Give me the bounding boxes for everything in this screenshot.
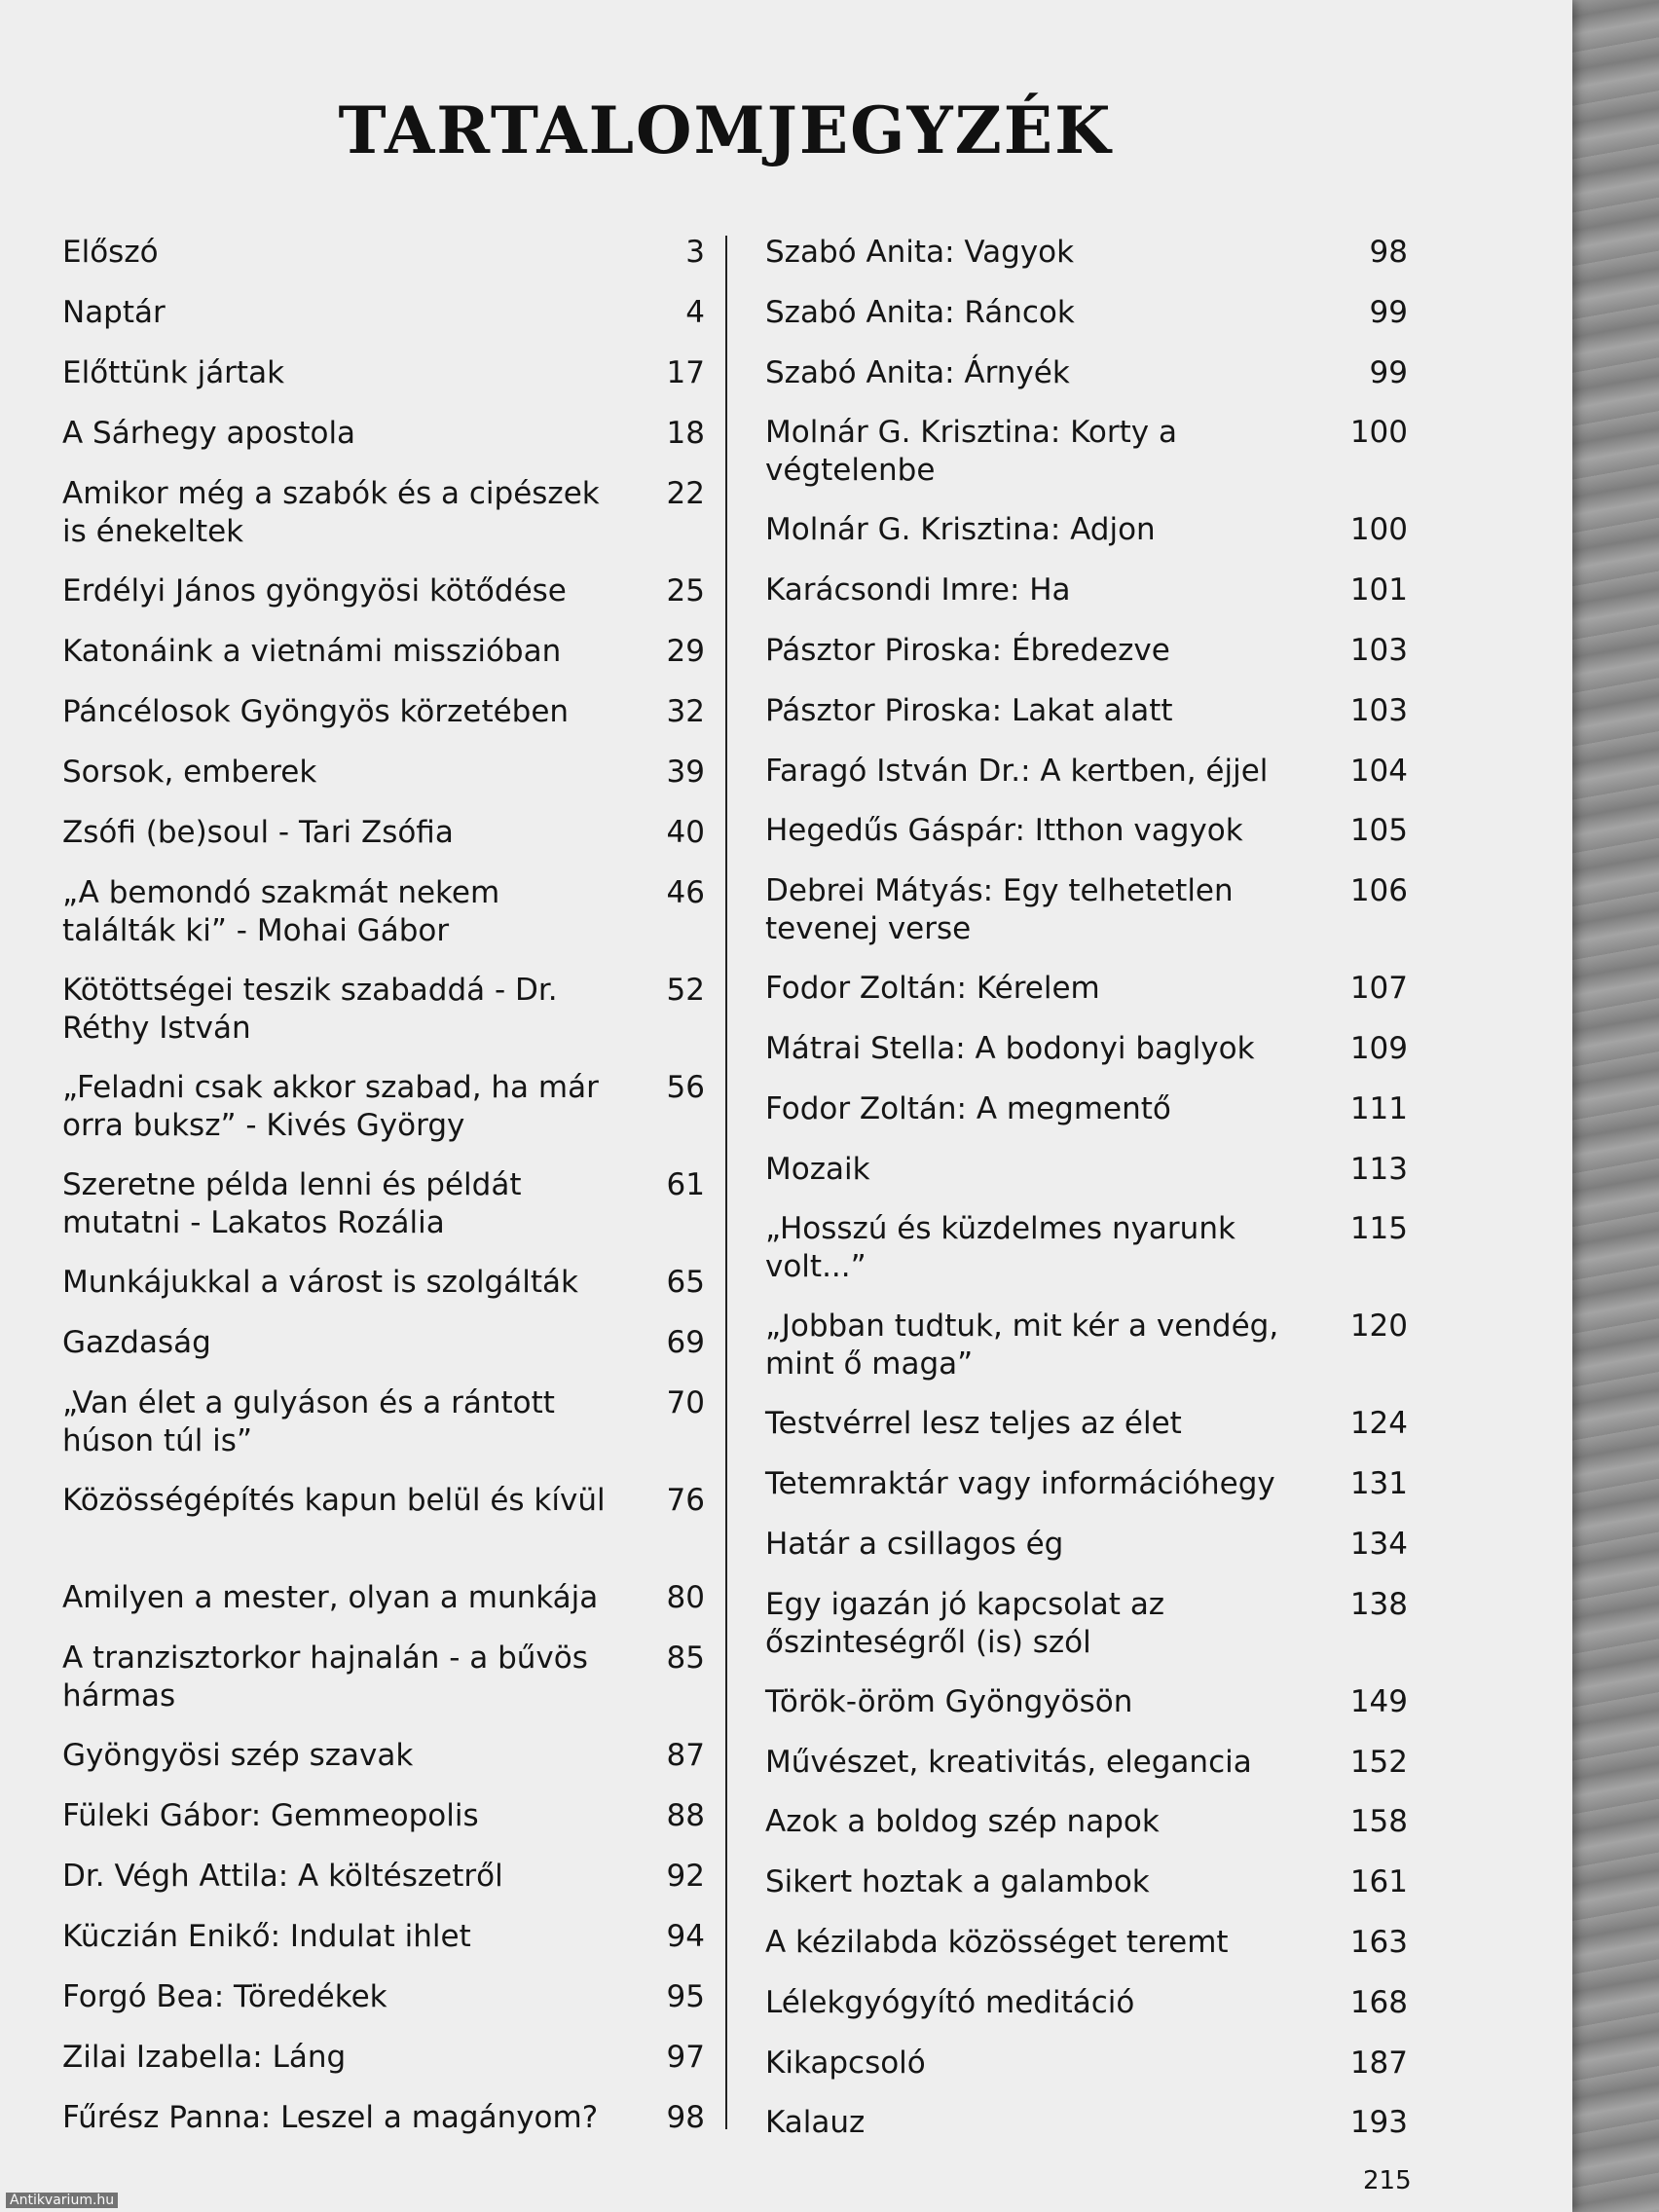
toc-entry-page: 29: [666, 634, 705, 669]
toc-entry-title: Zilai Izabella: Láng: [62, 2040, 347, 2075]
toc-entry-page: 76: [666, 1483, 705, 1518]
toc-entry-page: 18: [666, 416, 705, 451]
toc-entry-title: „Hosszú és küzdelmes nyarunk volt...”: [765, 1211, 1235, 1285]
toc-entry-title: Molnár G. Krisztina: Adjon: [765, 512, 1156, 548]
toc-entry: [62, 572, 705, 633]
toc-entry-page: 25: [666, 573, 705, 608]
toc-entry-page: 106: [1349, 873, 1408, 909]
toc-entry: [62, 754, 705, 814]
toc-entry: [765, 511, 1408, 571]
toc-entry: [765, 1308, 1408, 1405]
toc-entry: [62, 1640, 705, 1737]
toc-entry-page: 105: [1349, 813, 1408, 849]
toc-entry-title: Gyöngyösi szép szavak: [62, 1738, 414, 1773]
toc-entry: [765, 1744, 1408, 1804]
toc-entry: [765, 1984, 1408, 2045]
page-title: TARTALOMJEGYZÉK: [338, 92, 1113, 168]
toc-entry-page: 111: [1349, 1090, 1408, 1126]
toc-entry: [765, 1151, 1408, 1211]
toc-entry-title: Karácsondi Imre: Ha: [765, 572, 1071, 608]
toc-entry-page: 120: [1349, 1309, 1408, 1345]
toc-entry: [765, 812, 1408, 872]
toc-entry-page: 103: [1349, 692, 1408, 728]
toc-entry-page: 88: [666, 1798, 705, 1833]
toc-entry-title: Küczián Enikő: Indulat ihlet: [62, 1919, 471, 1954]
toc-entry-page: 98: [1369, 235, 1408, 270]
toc-entry-page: 69: [666, 1325, 705, 1360]
toc-entry-page: 134: [1349, 1526, 1408, 1562]
watermark: Antikvarium.hu: [6, 2193, 118, 2208]
toc-entry: [765, 2104, 1408, 2164]
toc-entry: [765, 1465, 1408, 1526]
toc-entry-page: 100: [1349, 512, 1408, 548]
toc-entry-title: Lélekgyógyító meditáció: [765, 1984, 1135, 2020]
toc-entry-page: 70: [666, 1385, 705, 1420]
toc-left-column: [62, 234, 705, 2159]
toc-entry: [765, 1405, 1408, 1465]
toc-entry-page: 158: [1349, 1804, 1408, 1840]
toc-entry-title: Debrei Mátyás: Egy telhetetlen tevenej verse: [765, 873, 1234, 947]
toc-entry-title: Szeretne példa lenni és példát mutatni - Lakatos Rozália: [62, 1167, 522, 1240]
toc-entry: [62, 1858, 705, 1918]
toc-entry-title: Tetemraktár vagy információhegy: [765, 1466, 1275, 1502]
toc-entry: [62, 2039, 705, 2099]
toc-entry: [765, 294, 1408, 354]
toc-entry-title: Egy igazán jó kapcsolat az őszinteségről (is) szól: [765, 1586, 1165, 1660]
toc-entry-page: 138: [1349, 1586, 1408, 1622]
toc-entry-page: 46: [666, 875, 705, 910]
toc-entry-title: Dr. Végh Attila: A költészetről: [62, 1859, 503, 1894]
toc-entry: [765, 970, 1408, 1030]
toc-entry-page: 187: [1349, 2045, 1408, 2081]
toc-entry-page: 100: [1349, 415, 1408, 451]
toc-entry: [62, 475, 705, 572]
toc-entry-title: Kötöttségei teszik szabaddá - Dr. Réthy István: [62, 973, 558, 1046]
toc-entry: [765, 1210, 1408, 1308]
toc-entry: [765, 414, 1408, 511]
toc-entry-page: 124: [1349, 1406, 1408, 1442]
toc-entry-page: 56: [666, 1070, 705, 1105]
toc-entry-page: 32: [666, 694, 705, 729]
toc-entry-title: Munkájukkal a várost is szolgálták: [62, 1265, 578, 1300]
background-surface: [1567, 0, 1659, 2212]
toc-entry: [765, 1526, 1408, 1586]
toc-entry-title: Molnár G. Krisztina: Korty a végtelenbe: [765, 415, 1177, 489]
toc-entry: [62, 1324, 705, 1384]
toc-entry: [765, 1803, 1408, 1863]
toc-entry: [62, 1069, 705, 1166]
toc-entry: [765, 1586, 1408, 1683]
toc-entry: [62, 693, 705, 754]
toc-entry-page: 131: [1349, 1466, 1408, 1502]
toc-entry-page: 52: [666, 973, 705, 1008]
toc-entry-page: 104: [1349, 753, 1408, 789]
toc-entry-title: Gazdaság: [62, 1325, 211, 1360]
toc-entry: [765, 632, 1408, 692]
toc-entry: [765, 571, 1408, 632]
toc-entry: [62, 1264, 705, 1324]
toc-entry: [62, 354, 705, 415]
toc-entry-page: 103: [1349, 632, 1408, 668]
toc-entry: [765, 354, 1408, 415]
toc-entry: [765, 1683, 1408, 1744]
toc-entry-title: Fűrész Panna: Leszel a magányom?: [62, 2100, 599, 2135]
toc-entry-title: Azok a boldog szép napok: [765, 1804, 1160, 1840]
toc-entry: [62, 1978, 705, 2039]
toc-entry-title: Sorsok, emberek: [62, 755, 317, 790]
toc-entry: [62, 874, 705, 972]
page-number: 215: [1363, 2166, 1412, 2195]
toc-entry-page: 149: [1349, 1683, 1408, 1719]
toc-entry-page: 65: [666, 1265, 705, 1300]
toc-entry: [765, 234, 1408, 294]
toc-entry: [765, 753, 1408, 813]
toc-entry-page: 99: [1369, 294, 1408, 330]
toc-entry-page: 193: [1349, 2105, 1408, 2141]
toc-entry-page: 94: [666, 1919, 705, 1954]
toc-entry-title: Fodor Zoltán: Kérelem: [765, 971, 1100, 1007]
toc-entry-page: 85: [666, 1641, 705, 1676]
toc-entry: [765, 692, 1408, 753]
toc-entry-title: Faragó István Dr.: A kertben, éjjel: [765, 753, 1269, 789]
toc-entry-title: Testvérrel lesz teljes az élet: [765, 1406, 1182, 1442]
toc-entry-page: 95: [666, 1979, 705, 2014]
toc-entry-page: 113: [1349, 1151, 1408, 1187]
toc-entry-title: „Jobban tudtuk, mit kér a vendég, mint ő maga”: [765, 1309, 1279, 1382]
toc-entry-title: Kikapcsoló: [765, 2045, 926, 2081]
toc-entry-title: Előszó: [62, 235, 159, 270]
toc-entry: [765, 1090, 1408, 1151]
toc-entry-page: 107: [1349, 971, 1408, 1007]
toc-entry: [62, 1384, 705, 1482]
toc-entry-page: 168: [1349, 1984, 1408, 2020]
toc-entry-title: Fodor Zoltán: A megmentő: [765, 1090, 1171, 1126]
toc-entry-page: 61: [666, 1167, 705, 1202]
toc-entry-page: 17: [666, 355, 705, 390]
toc-entry: [62, 415, 705, 475]
toc-right-column: [765, 234, 1408, 2164]
toc-entry-title: Erdélyi János gyöngyösi kötődése: [62, 573, 567, 608]
toc-entry: [62, 294, 705, 354]
toc-entry: [62, 2099, 705, 2159]
toc-entry-page: 109: [1349, 1030, 1408, 1066]
toc-entry: [62, 633, 705, 693]
toc-entry: [765, 1030, 1408, 1090]
toc-entry: [765, 872, 1408, 970]
toc-entry-page: 4: [685, 295, 705, 330]
toc-entry-title: Szabó Anita: Vagyok: [765, 235, 1075, 270]
toc-entry: [765, 1924, 1408, 1984]
toc-entry-title: „Van élet a gulyáson és a rántott húson túl is”: [62, 1385, 555, 1458]
toc-entry-title: A kézilabda közösséget teremt: [765, 1924, 1229, 1960]
toc-entry-title: „Feladni csak akkor szabad, ha már orra buksz” - Kivés György: [62, 1070, 599, 1143]
toc-entry-page: 92: [666, 1859, 705, 1894]
toc-entry-title: Előttünk jártak: [62, 355, 285, 390]
toc-entry-title: Amilyen a mester, olyan a munkája: [62, 1580, 599, 1615]
toc-entry: [765, 1863, 1408, 1924]
toc-entry-title: Zsófi (be)soul - Tari Zsófia: [62, 815, 454, 850]
toc-entry-page: 152: [1349, 1744, 1408, 1780]
toc-entry-title: A Sárhegy apostola: [62, 416, 356, 451]
toc-entry-title: Pásztor Piroska: Ébredezve: [765, 632, 1170, 668]
toc-entry-title: „A bemondó szakmát nekem találták ki” - Mohai Gábor: [62, 875, 500, 948]
toc-entry-title: Közösségépítés kapun belül és kívül: [62, 1483, 606, 1518]
toc-entry-page: 40: [666, 815, 705, 850]
toc-entry-title: Amikor még a szabók és a cipészek is énekeltek: [62, 476, 600, 549]
toc-entry-title: Pásztor Piroska: Lakat alatt: [765, 692, 1173, 728]
toc-entry-title: Szabó Anita: Árnyék: [765, 354, 1070, 390]
toc-entry-page: 98: [666, 2100, 705, 2135]
toc-entry-page: 161: [1349, 1864, 1408, 1900]
toc-entry: [62, 1797, 705, 1858]
toc-entry-title: Füleki Gábor: Gemmeopolis: [62, 1798, 479, 1833]
toc-entry-page: 115: [1349, 1211, 1408, 1247]
toc-entry: [62, 972, 705, 1069]
toc-entry-title: Határ a csillagos ég: [765, 1526, 1064, 1562]
toc-entry-title: Sikert hoztak a galambok: [765, 1864, 1150, 1900]
toc-entry-title: Szabó Anita: Ráncok: [765, 294, 1075, 330]
toc-entry: [62, 234, 705, 294]
toc-entry: [62, 1737, 705, 1797]
toc-entry-title: Hegedűs Gáspár: Itthon vagyok: [765, 813, 1243, 849]
toc-entry-title: A tranzisztorkor hajnalán - a bűvös hármas: [62, 1641, 588, 1714]
toc-entry: [62, 1166, 705, 1264]
toc-entry-page: 80: [666, 1580, 705, 1615]
toc-entry: [62, 814, 705, 874]
column-divider: [725, 236, 727, 2129]
toc-entry: [62, 1579, 705, 1640]
toc-entry: [62, 1918, 705, 1978]
toc-entry-page: 97: [666, 2040, 705, 2075]
toc-entry-title: Művészet, kreativitás, elegancia: [765, 1744, 1252, 1780]
toc-entry-title: Naptár: [62, 295, 166, 330]
toc-entry-title: Mozaik: [765, 1151, 870, 1187]
toc-entry-title: Kalauz: [765, 2105, 866, 2141]
toc-entry-title: Páncélosok Gyöngyös körzetében: [62, 694, 570, 729]
toc-entry-page: 39: [666, 755, 705, 790]
toc-entry-page: 101: [1349, 572, 1408, 608]
toc-entry-title: Török-öröm Gyöngyösön: [765, 1683, 1133, 1719]
toc-entry-page: 3: [685, 235, 705, 270]
toc-entry: [765, 2045, 1408, 2105]
toc-entry-page: 99: [1369, 354, 1408, 390]
toc-entry-title: Mátrai Stella: A bodonyi baglyok: [765, 1030, 1255, 1066]
toc-entry-page: 87: [666, 1738, 705, 1773]
toc-entry-page: 163: [1349, 1924, 1408, 1960]
toc-entry: [62, 1482, 705, 1579]
toc-entry-title: Forgó Bea: Töredékek: [62, 1979, 387, 2014]
toc-entry-page: 22: [666, 476, 705, 511]
toc-entry-title: Katonáink a vietnámi misszióban: [62, 634, 562, 669]
